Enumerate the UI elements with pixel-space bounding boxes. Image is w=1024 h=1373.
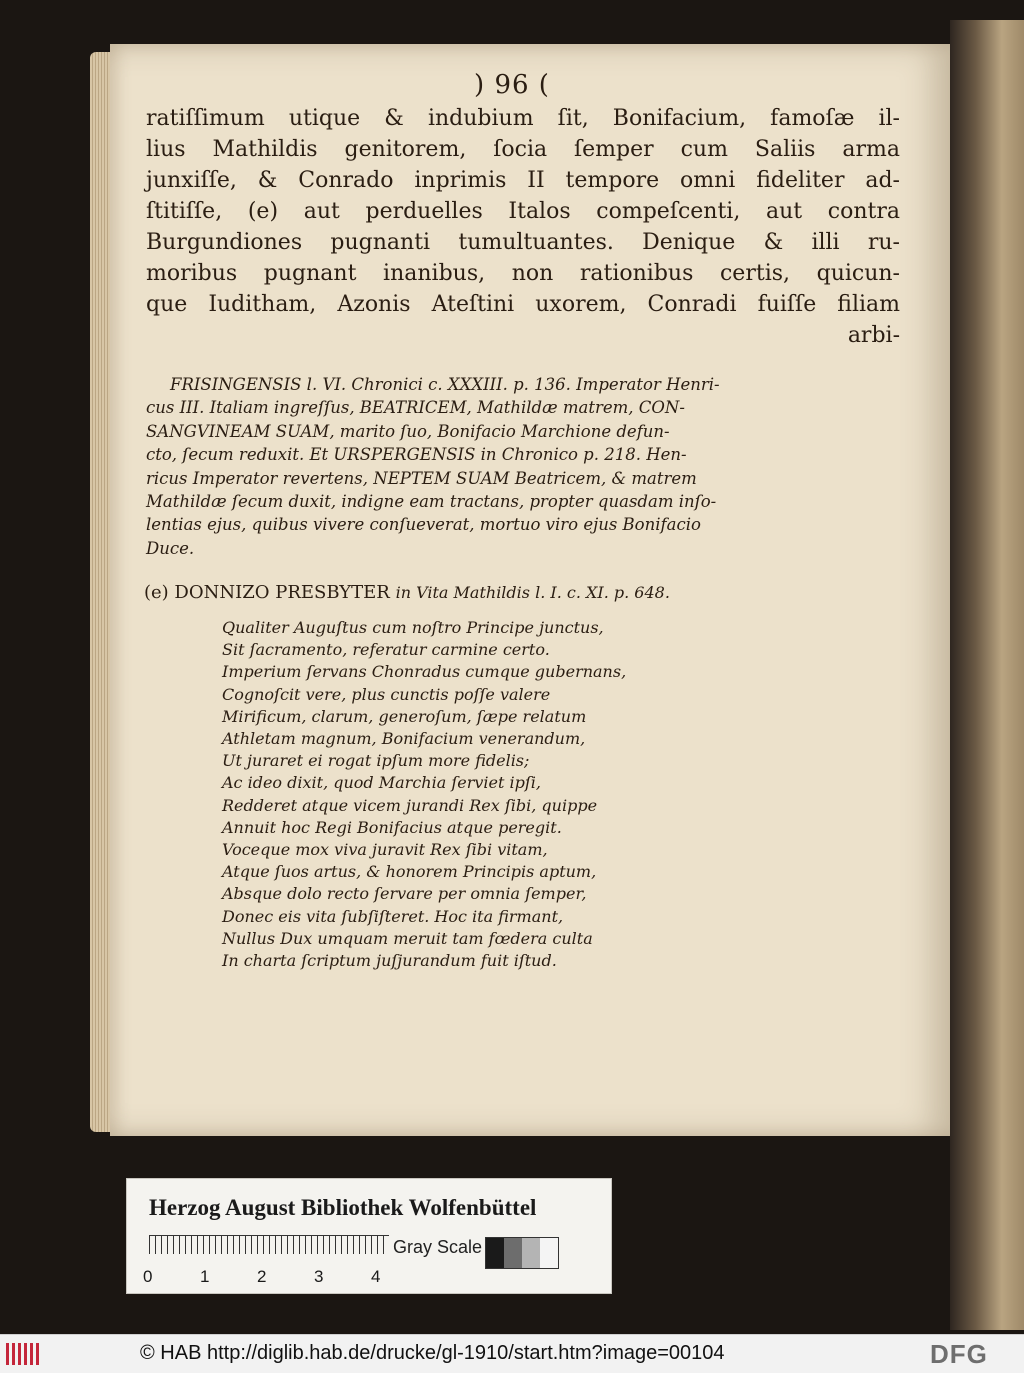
gray-scale-label: Gray Scale bbox=[393, 1237, 483, 1257]
footnote-d bbox=[146, 373, 896, 560]
dfg-logo: DFG bbox=[930, 1339, 988, 1369]
verse-line: In charta ſcriptum juſjurandum fuit iſtud. bbox=[222, 951, 557, 971]
main-text-block bbox=[146, 103, 900, 351]
text-line: ſtitiſſe, (e) aut perduelles Italos compeſcenti, aut contra bbox=[146, 199, 900, 224]
gray-swatch bbox=[522, 1238, 540, 1268]
verse-line: Absque dolo recto ſervare per omnia ſemper, bbox=[222, 884, 587, 904]
footnote-e-author: (e) DONNIZO PRESBYTER bbox=[144, 582, 390, 603]
verse-block bbox=[222, 617, 626, 972]
text-line: Burgundiones pugnanti tumultuantes. Denique & illi ru- bbox=[146, 230, 900, 255]
footnote-line: FRISINGENSIS l. VI. Chronici c. XXXIII. p. 136. Imperator Henri- bbox=[170, 375, 720, 394]
footnote-line: Duce. bbox=[146, 538, 195, 558]
copyright-link[interactable]: © HAB http://diglib.hab.de/drucke/gl-1910/start.htm?image=00104 bbox=[140, 1342, 725, 1364]
verse-line: Sit ſacramento, referatur carmine certo. bbox=[222, 640, 550, 660]
verse-line: Donec eis vita ſubſiſteret. Hoc ita firmant, bbox=[222, 906, 564, 926]
text-line: que Iuditham, Azonis Ateſtini uxorem, Conradi fuiſſe filiam bbox=[146, 292, 900, 317]
verse-line: Annuit hoc Regi Bonifacius atque peregit. bbox=[222, 817, 562, 837]
verse-line: Ac ideo dixit, quod Marchia ſerviet ipſi, bbox=[222, 773, 541, 793]
verse-line: Qualiter Auguſtus cum noſtro Principe junctus, bbox=[222, 618, 604, 637]
catchword: arbi- bbox=[847, 323, 900, 348]
verse-line: Atque ſuos artus, & honorem Principis aptum, bbox=[222, 862, 597, 882]
library-name: Herzog August Bibliothek Wolfenbüttel bbox=[149, 1195, 537, 1220]
verse-line: Athletam magnum, Bonifacium venerandum, bbox=[222, 729, 586, 749]
ruler-number: 2 bbox=[257, 1267, 267, 1286]
footnote-line: cus III. Italiam ingreſſus, BEATRICEM, Mathildæ matrem, CON- bbox=[146, 398, 685, 418]
text-line: lius Mathildis genitorem, ſocia ſemper cum Saliis arma bbox=[146, 137, 900, 162]
hab-barcode-icon bbox=[6, 1343, 40, 1365]
footnote-line: cto, ſecum reduxit. Et URSPERGENSIS in Chronico p. 218. Hen- bbox=[146, 445, 687, 465]
scale-ruler bbox=[149, 1235, 389, 1266]
footnote-line: Mathildæ ſecum duxit, indigne eam tractans, propter quasdam inſo- bbox=[146, 492, 717, 512]
footnote-line: SANGVINEAM SUAM, marito ſuo, Bonifacio Marchione defun- bbox=[146, 421, 670, 441]
verse-line: Voceque mox viva juravit Rex ſibi vitam, bbox=[222, 840, 548, 860]
ruler-number: 4 bbox=[371, 1267, 381, 1286]
text-line: moribus pugnant inanibus, non rationibus certis, quicun- bbox=[146, 261, 900, 286]
verse-line: Imperium ſervans Chonradus cumque gubernans, bbox=[222, 662, 627, 682]
gray-scale-swatches bbox=[485, 1237, 559, 1269]
gray-swatch bbox=[486, 1238, 504, 1268]
footnote-e-reference: in Vita Mathildis l. I. c. XI. p. 648. bbox=[395, 583, 670, 602]
text-line: ratiſſimum utique & indubium ſit, Bonifacium, famoſæ il- bbox=[146, 106, 900, 131]
verse-line: Mirificum, clarum, generoſum, ſæpe relatum bbox=[222, 706, 587, 726]
gray-swatch bbox=[504, 1238, 522, 1268]
footnote-line: ricus Imperator revertens, NEPTEM SUAM Beatricem, & matrem bbox=[146, 468, 697, 488]
footnote-line: lentias ejus, quibus vivere conſueverat, mortuo viro ejus Bonifacio bbox=[146, 515, 701, 535]
ruler-number: 1 bbox=[200, 1267, 210, 1286]
footnote-e-heading bbox=[144, 582, 904, 603]
text-line: junxiſſe, & Conrado inprimis II tempore omni fideliter ad- bbox=[146, 168, 900, 193]
gray-swatch bbox=[540, 1238, 558, 1268]
footer-bar bbox=[0, 1334, 1024, 1373]
verse-line: Cognoſcit vere, plus cunctis poſſe valere bbox=[222, 684, 551, 704]
verse-line: Ut juraret ei rogat ipſum more fidelis; bbox=[222, 751, 530, 771]
verse-line: Nullus Dux umquam meruit tam fœdera culta bbox=[222, 928, 593, 948]
page-number-header: ) 96 ( bbox=[474, 70, 550, 100]
ruler-number: 3 bbox=[314, 1267, 324, 1286]
verse-line: Redderet atque vicem jurandi Rex ſibi, quippe bbox=[222, 795, 598, 815]
facing-page-edge bbox=[950, 20, 1024, 1330]
library-color-card bbox=[126, 1178, 612, 1294]
ruler-number: 0 bbox=[143, 1267, 153, 1286]
